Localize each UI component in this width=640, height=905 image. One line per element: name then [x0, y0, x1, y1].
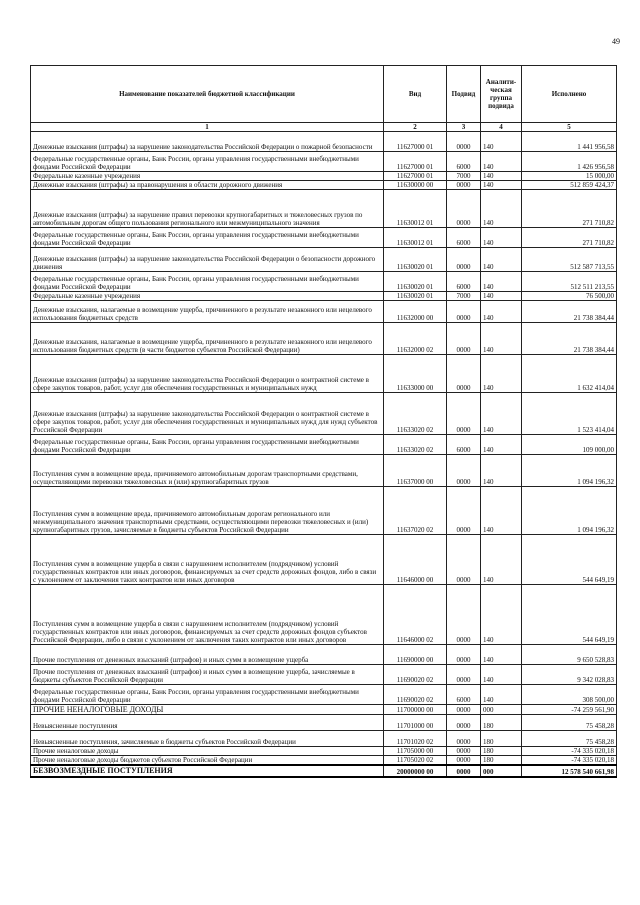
row-kind-code: 11633000 00	[384, 355, 447, 393]
table-row	[31, 645, 617, 665]
row-name: Денежные взыскания (штрафы) за нарушение правил перевозки крупногабаритных и тяжеловесных грузов по автомобильным дорогам общего пользования регионального или межмуниципального значения	[31, 190, 384, 228]
table-row	[31, 248, 617, 272]
table-row	[31, 535, 617, 585]
table-row	[31, 132, 617, 152]
row-executed-sum: 512 859 424,37	[522, 181, 617, 190]
row-executed-sum: 9 342 028,83	[522, 665, 617, 685]
row-name: Прочие поступления от денежных взысканий (штрафов) и иных сумм в возмещение ущерба, зачисляемые в бюджеты субъектов Российской Федерации	[31, 665, 384, 685]
row-name: Денежные взыскания, налагаемые в возмещение ущерба, причиненного в результате незаконного или нецелевого использования бюджетных средств	[31, 301, 384, 323]
row-executed-sum: 9 650 528,83	[522, 645, 617, 665]
column-number: 3	[447, 123, 481, 132]
row-subkind-code: 6000	[447, 152, 481, 172]
budget-classification-table	[30, 65, 617, 778]
table-row	[31, 747, 617, 756]
row-analytic-group: 140	[481, 645, 522, 665]
row-executed-sum: -74 335 020,18	[522, 756, 617, 766]
row-name: Федеральные государственные органы, Банк России, органы управления государственными внебюджетными фондами Российской Федерации	[31, 435, 384, 455]
table-row	[31, 272, 617, 292]
table-row	[31, 152, 617, 172]
row-kind-code: 11627000 01	[384, 152, 447, 172]
row-subkind-code: 6000	[447, 685, 481, 705]
row-kind-code: 11630020 01	[384, 248, 447, 272]
row-name: Федеральные государственные органы, Банк России, органы управления государственными внебюджетными фондами Российской Федерации	[31, 272, 384, 292]
row-kind-code: 11633020 02	[384, 393, 447, 435]
row-analytic-group: 140	[481, 323, 522, 355]
table-body	[31, 132, 617, 777]
row-name: Прочие неналоговые доходы бюджетов субъектов Российской Федерации	[31, 756, 384, 766]
table-row	[31, 731, 617, 747]
table-row	[31, 190, 617, 228]
row-executed-sum: 271 710,82	[522, 228, 617, 248]
row-kind-code: 11632000 00	[384, 301, 447, 323]
row-kind-code: 11627000 01	[384, 132, 447, 152]
table-row	[31, 181, 617, 190]
table-row	[31, 393, 617, 435]
header-analytic-group: Аналити-ческая группа подвида	[481, 66, 522, 123]
row-name: Федеральные казенные учреждения	[31, 172, 384, 181]
row-kind-code: 11637000 00	[384, 455, 447, 487]
row-subkind-code: 0000	[447, 323, 481, 355]
row-executed-sum: 544 649,19	[522, 585, 617, 645]
row-analytic-group: 180	[481, 756, 522, 766]
column-number: 4	[481, 123, 522, 132]
row-kind-code: 11646000 02	[384, 585, 447, 645]
row-name: Денежные взыскания, налагаемые в возмещение ущерба, причиненного в результате незаконного или нецелевого использования бюджетных средств (в части бюджетов субъектов Российской Федерации)	[31, 323, 384, 355]
row-analytic-group: 140	[481, 172, 522, 181]
row-executed-sum: 1 441 956,58	[522, 132, 617, 152]
row-kind-code: 11627000 01	[384, 172, 447, 181]
row-kind-code: 11705020 02	[384, 756, 447, 766]
row-subkind-code: 0000	[447, 705, 481, 715]
row-analytic-group: 140	[481, 248, 522, 272]
row-kind-code: 11690020 02	[384, 665, 447, 685]
row-analytic-group: 140	[481, 152, 522, 172]
row-analytic-group: 140	[481, 487, 522, 535]
row-executed-sum: 512 511 213,55	[522, 272, 617, 292]
row-subkind-code: 0000	[447, 665, 481, 685]
row-name: Денежные взыскания (штрафы) за нарушение законодательства Российской Федерации о контрактной системе в сфере закупок товаров, работ, услуг для обеспечения государственных и муниципальных нужд	[31, 355, 384, 393]
row-name: Невыясненные поступления	[31, 715, 384, 731]
row-executed-sum: 271 710,82	[522, 190, 617, 228]
row-analytic-group: 180	[481, 715, 522, 731]
row-kind-code: 11630012 01	[384, 190, 447, 228]
row-executed-sum: 1 523 414,04	[522, 393, 617, 435]
row-analytic-group: 140	[481, 301, 522, 323]
row-subkind-code: 0000	[447, 747, 481, 756]
row-name: Федеральные казенные учреждения	[31, 292, 384, 301]
column-number-row	[31, 123, 617, 132]
row-subkind-code: 0000	[447, 487, 481, 535]
row-analytic-group: 140	[481, 585, 522, 645]
row-kind-code: 11690000 00	[384, 645, 447, 665]
row-executed-sum: 76 500,00	[522, 292, 617, 301]
row-subkind-code: 0000	[447, 190, 481, 228]
row-subkind-code: 6000	[447, 272, 481, 292]
row-analytic-group: 140	[481, 228, 522, 248]
table-row	[31, 765, 617, 776]
row-subkind-code: 0000	[447, 645, 481, 665]
row-executed-sum: 1 426 956,58	[522, 152, 617, 172]
row-name: Федеральные государственные органы, Банк России, органы управления государственными внебюджетными фондами Российской Федерации	[31, 228, 384, 248]
table-row	[31, 435, 617, 455]
row-kind-code: 11646000 00	[384, 535, 447, 585]
row-subkind-code: 7000	[447, 172, 481, 181]
table-row	[31, 756, 617, 766]
row-analytic-group: 140	[481, 535, 522, 585]
row-kind-code: 20000000 00	[384, 765, 447, 776]
row-name: Денежные взыскания (штрафы) за нарушение законодательства Российской Федерации о безопасности дорожного движения	[31, 248, 384, 272]
row-subkind-code: 6000	[447, 228, 481, 248]
row-kind-code: 11705000 00	[384, 747, 447, 756]
row-subkind-code: 0000	[447, 455, 481, 487]
row-name: Федеральные государственные органы, Банк России, органы управления государственными внебюджетными фондами Российской Федерации	[31, 152, 384, 172]
row-kind-code: 11637020 02	[384, 487, 447, 535]
row-executed-sum: -74 259 561,90	[522, 705, 617, 715]
row-subkind-code: 0000	[447, 248, 481, 272]
row-kind-code: 11633020 02	[384, 435, 447, 455]
row-analytic-group: 140	[481, 190, 522, 228]
column-number: 1	[31, 123, 384, 132]
table-row	[31, 685, 617, 705]
row-kind-code: 11690020 02	[384, 685, 447, 705]
row-name: Поступления сумм в возмещение вреда, причиняемого автомобильным дорогам транспортными средствами, осуществляющими перевозки тяжеловесных и (или) крупногабаритных грузов	[31, 455, 384, 487]
row-name: ПРОЧИЕ НЕНАЛОГОВЫЕ ДОХОДЫ	[31, 705, 384, 715]
row-name: Денежные взыскания (штрафы) за нарушение законодательства Российской Федерации о пожарной безопасности	[31, 132, 384, 152]
row-subkind-code: 0000	[447, 585, 481, 645]
table-row	[31, 585, 617, 645]
row-analytic-group: 140	[481, 272, 522, 292]
row-subkind-code: 0000	[447, 393, 481, 435]
row-executed-sum: 308 500,00	[522, 685, 617, 705]
row-analytic-group: 180	[481, 731, 522, 747]
row-kind-code: 11630000 00	[384, 181, 447, 190]
row-name: Денежные взыскания (штрафы) за правонарушения в области дорожного движения	[31, 181, 384, 190]
row-analytic-group: 180	[481, 747, 522, 756]
row-kind-code: 11630020 01	[384, 272, 447, 292]
row-executed-sum: 512 587 713,55	[522, 248, 617, 272]
row-executed-sum: 109 000,00	[522, 435, 617, 455]
row-executed-sum: 1 094 196,32	[522, 487, 617, 535]
row-kind-code: 11701000 00	[384, 715, 447, 731]
row-kind-code: 11701020 02	[384, 731, 447, 747]
header-name: Наименование показателей бюджетной классификации	[31, 66, 384, 123]
column-number: 5	[522, 123, 617, 132]
row-name: Поступления сумм в возмещение ущерба в связи с нарушением исполнителем (подрядчиком) условий государственных контрактов или иных договоров, финансируемых за счет средств дорожных фондов субъектов Российской Федерации, либо в связи с уклонением от заключения таких контрактов или иных договоров	[31, 585, 384, 645]
row-executed-sum: 15 000,00	[522, 172, 617, 181]
row-analytic-group: 140	[481, 685, 522, 705]
row-kind-code: 11700000 00	[384, 705, 447, 715]
row-name: Прочие поступления от денежных взысканий (штрафов) и иных сумм в возмещение ущерба	[31, 645, 384, 665]
row-executed-sum: 1 632 414,04	[522, 355, 617, 393]
row-kind-code: 11632000 02	[384, 323, 447, 355]
table-row	[31, 355, 617, 393]
row-subkind-code: 0000	[447, 715, 481, 731]
table-row	[31, 323, 617, 355]
row-subkind-code: 0000	[447, 181, 481, 190]
row-name: Поступления сумм в возмещение вреда, причиняемого автомобильным дорогам регионального или межмуниципального значения транспортными средствами, осуществляющими перевозки тяжеловесных и (или) крупногабаритных грузов, зачисляемые в бюджеты субъектов Российской Федерации	[31, 487, 384, 535]
row-executed-sum: 544 649,19	[522, 535, 617, 585]
row-analytic-group: 140	[481, 393, 522, 435]
row-subkind-code: 0000	[447, 132, 481, 152]
row-executed-sum: -74 335 020,18	[522, 747, 617, 756]
row-subkind-code: 0000	[447, 535, 481, 585]
row-executed-sum: 75 458,28	[522, 715, 617, 731]
row-analytic-group: 140	[481, 455, 522, 487]
row-analytic-group: 140	[481, 355, 522, 393]
row-analytic-group: 140	[481, 132, 522, 152]
row-subkind-code: 0000	[447, 756, 481, 766]
table-row	[31, 228, 617, 248]
row-subkind-code: 6000	[447, 435, 481, 455]
row-executed-sum: 21 738 384,44	[522, 301, 617, 323]
row-subkind-code: 0000	[447, 765, 481, 776]
row-analytic-group: 000	[481, 765, 522, 776]
column-number: 2	[384, 123, 447, 132]
row-name: Прочие неналоговые доходы	[31, 747, 384, 756]
row-analytic-group: 140	[481, 292, 522, 301]
table-row	[31, 715, 617, 731]
row-name: Поступления сумм в возмещение ущерба в связи с нарушением исполнителем (подрядчиком) условий государственных контрактов или иных договоров, финансируемых за счет средств дорожных фондов, либо в связи с уклонением от заключения таких контрактов или иных договоров	[31, 535, 384, 585]
table-row	[31, 487, 617, 535]
row-kind-code: 11630020 01	[384, 292, 447, 301]
header-row	[31, 66, 617, 123]
row-analytic-group: 000	[481, 705, 522, 715]
row-name: Денежные взыскания (штрафы) за нарушение законодательства Российской Федерации о контрактной системе в сфере закупок товаров, работ, услуг для обеспечения государственных и муниципальных нужд для нужд субъектов Российской Федерации	[31, 393, 384, 435]
row-subkind-code: 0000	[447, 355, 481, 393]
row-analytic-group: 140	[481, 665, 522, 685]
header-subkind: Подвид	[447, 66, 481, 123]
row-name: Федеральные государственные органы, Банк России, органы управления государственными внебюджетными фондами Российской Федерации	[31, 685, 384, 705]
row-subkind-code: 0000	[447, 731, 481, 747]
table-row	[31, 455, 617, 487]
table-row	[31, 705, 617, 715]
table-row	[31, 665, 617, 685]
table-row	[31, 301, 617, 323]
row-kind-code: 11630012 01	[384, 228, 447, 248]
row-analytic-group: 140	[481, 181, 522, 190]
row-executed-sum: 1 094 196,32	[522, 455, 617, 487]
header-kind: Вид	[384, 66, 447, 123]
row-executed-sum: 21 738 384,44	[522, 323, 617, 355]
table-row	[31, 292, 617, 301]
row-name: БЕЗВОЗМЕЗДНЫЕ ПОСТУПЛЕНИЯ	[31, 765, 384, 776]
row-executed-sum: 12 578 540 661,98	[522, 765, 617, 776]
row-executed-sum: 75 458,28	[522, 731, 617, 747]
row-name: Невыясненные поступления, зачисляемые в бюджеты субъектов Российской Федерации	[31, 731, 384, 747]
table-row	[31, 172, 617, 181]
row-analytic-group: 140	[481, 435, 522, 455]
row-subkind-code: 0000	[447, 301, 481, 323]
header-executed: Исполнено	[522, 66, 617, 123]
page-number: 49	[612, 37, 620, 46]
row-subkind-code: 7000	[447, 292, 481, 301]
